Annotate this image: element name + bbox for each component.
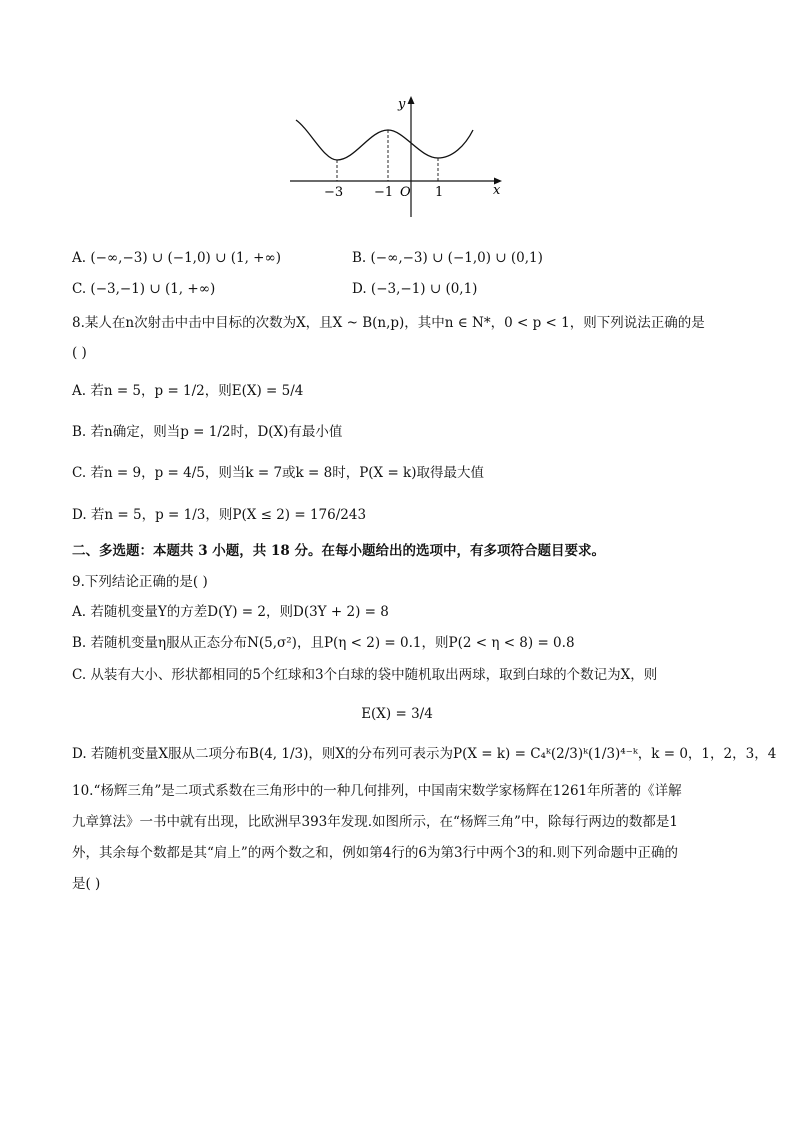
section2-title: 二、多选题：本题共 3 小题，共 18 分。在每小题给出的选项中，有多项符合题目要求。	[72, 543, 605, 559]
tick-label-minus1: −1	[374, 185, 394, 200]
y-axis-arrow	[408, 96, 415, 104]
y-label: y	[398, 97, 406, 112]
curve	[296, 120, 473, 160]
q9-stem: 9.下列结论正确的是( )	[72, 574, 208, 590]
q10-line-2: 九章算法》一书中就有出现，比欧洲早393年发现.如图所示，在“杨辉三角”中，除每行两边的数都是1	[72, 814, 678, 830]
q10-line-1: 10.“杨辉三角”是二项式系数在三角形中的一种几何排列，中国南宋数学家杨辉在1261年所著的《详解	[72, 783, 682, 799]
function-graph	[280, 90, 510, 220]
q9-option-a[interactable]: A. 若随机变量Y的方差D(Y) = 2，则D(3Y + 2) = 8	[72, 604, 389, 620]
q8-stem: 8.某人在n次射击中击中目标的次数为X，且X ~ B(n,p)，其中n ∈ N*，0 < p < 1，则下列说法正确的是	[72, 315, 705, 331]
q8-option-c[interactable]: C. 若n = 9，p = 4/5，则当k = 7或k = 8时，P(X = k)取得最大值	[72, 465, 485, 481]
q9-option-c[interactable]: C. 从装有大小、形状都相同的5个红球和3个白球的袋中随机取出两球，取到白球的个数记为X，则	[72, 667, 658, 683]
q9-option-d[interactable]: D. 若随机变量X服从二项分布B(4, 1/3)，则X的分布列可表示为P(X = k) = C₄ᵏ(2/3)ᵏ(1/3)⁴⁻ᵏ，k = 0，1，2，3，4	[72, 746, 777, 762]
q7-option-c[interactable]: C. (−3,−1) ∪ (1, +∞)	[72, 281, 216, 297]
q10-line-3: 外，其余每个数都是其“肩上”的两个数之和，例如第4行的6为第3行中两个3的和.则下列命题中正确的	[72, 845, 678, 861]
tick-label-1: 1	[435, 185, 444, 200]
q7-option-a[interactable]: A. (−∞,−3) ∪ (−1,0) ∪ (1, +∞)	[72, 250, 281, 266]
q8-paren: ( )	[72, 345, 87, 361]
q9-option-b[interactable]: B. 若随机变量η服从正态分布N(5,σ²)，且P(η < 2) = 0.1，则P(2 < η < 8) = 0.8	[72, 635, 575, 651]
q8-option-b[interactable]: B. 若n确定，则当p = 1/2时，D(X)有最小值	[72, 424, 343, 440]
q10-line-4: 是( )	[72, 876, 101, 892]
q7-option-d[interactable]: D. (−3,−1) ∪ (0,1)	[352, 281, 478, 297]
tick-label-minus3: −3	[324, 185, 344, 200]
q8-option-d[interactable]: D. 若n = 5，p = 1/3，则P(X ≤ 2) = 176/243	[72, 507, 367, 523]
q9-option-c-formula: E(X) = 3/4	[361, 706, 433, 722]
q8-option-a[interactable]: A. 若n = 5，p = 1/2，则E(X) = 5/4	[72, 383, 304, 399]
origin-label: O	[400, 185, 411, 200]
q7-option-b[interactable]: B. (−∞,−3) ∪ (−1,0) ∪ (0,1)	[352, 250, 543, 266]
x-label: x	[493, 183, 501, 198]
q7-options	[72, 250, 722, 300]
